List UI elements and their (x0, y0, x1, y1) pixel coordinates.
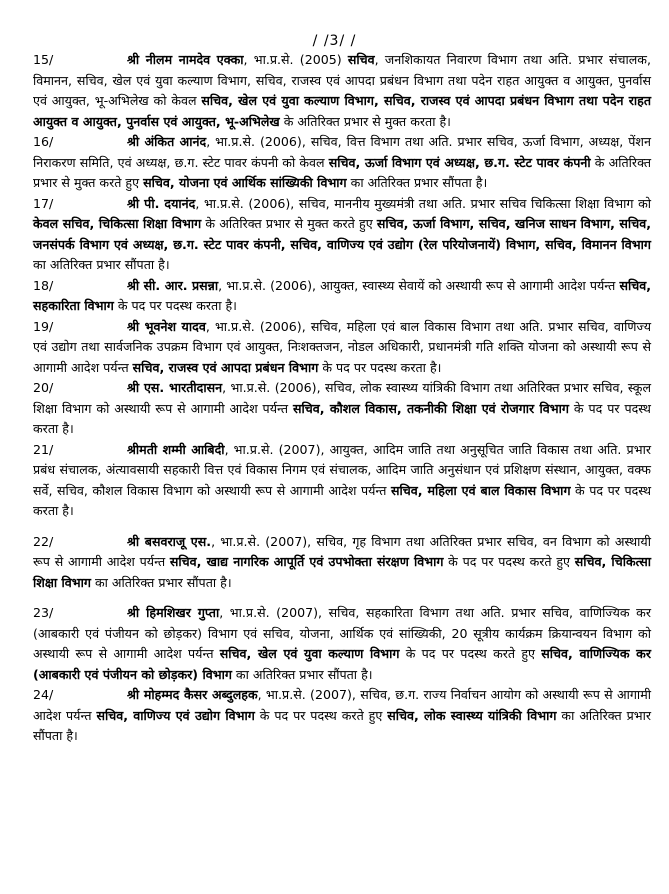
bold-text: सचिव, योजना एवं आर्थिक सांख्यिकी विभाग (143, 175, 347, 190)
entry-text: , जनशिकायत निवारण विभाग तथा अति. प्रभार संचालक, विमानन, सचिव, खेल एवं युवा कल्याण विभाग, सचिव, राजस्व एवं आपदा प्रबंधन विभाग तथा पदेन राहत आयुक्त व आयुक्त, पुनर्वास एवं आयुक्त, भू-अभिलेख को केवल (33, 52, 651, 108)
order-entry (33, 603, 651, 685)
order-entry (33, 276, 651, 317)
entry-text: के पद पर पदस्थ करते हुए (399, 646, 542, 661)
bold-text: सचिव, खेल एवं युवा कल्याण विभाग, सचिव, राजस्व एवं आपदा प्रबंधन विभाग तथा पदेन राहत आयुक्त व आयुक्त, पुनर्वास एवं आयुक्त, भू-अभिलेख (33, 93, 651, 129)
bold-text: सचिव, वाणिज्यिक कर (आबकारी एवं पंजीयन को छोड़कर) विभाग (33, 646, 651, 682)
entry-text: के पद पर पदस्थ करता है। (33, 482, 651, 518)
entry-number: 24/ (33, 687, 54, 702)
entry-text: के पद पर पदस्थ करते हुए (254, 707, 388, 723)
entry-number: 16/ (33, 134, 54, 149)
entry-text: का अतिरिक्त प्रभार सौंपता है। (90, 574, 232, 590)
entry-text: के पद पर पदस्थ करता है। (113, 298, 237, 313)
order-entry (33, 194, 651, 276)
bold-text: सचिव, सहकारिता विभाग (33, 277, 651, 313)
bold-text: सचिव, राजस्व एवं आपदा प्रबंधन विभाग (132, 359, 319, 375)
bold-text: श्री सी. आर. प्रसन्ना (127, 277, 219, 293)
page-number: / /3/ / (312, 33, 357, 49)
bold-text: श्रीमती शम्मी आबिदी (127, 441, 225, 457)
order-entries (33, 50, 651, 747)
entry-text: के पद पर पदस्थ करता है। (33, 400, 651, 436)
entry-number: 18/ (33, 277, 54, 293)
bold-text: सचिव, खेल एवं युवा कल्याण विभाग (219, 646, 400, 661)
order-entry (33, 50, 651, 132)
order-entry (33, 440, 651, 522)
bold-text: सचिव, ऊर्जा विभाग, सचिव, खनिज साधन विभाग, सचिव, जनसंपर्क विभाग एवं अध्यक्ष, छ.ग. स्टेट पावर कंपनी, सचिव, वाणिज्य एवं उद्योग (रेल परियोजनायें) विभाग, सचिव, विमानन विभाग (33, 216, 651, 252)
entry-text: के पद पर पदस्थ करता है। (318, 359, 442, 375)
entry-text: का अतिरिक्त प्रभार सौंपता है। (33, 707, 651, 743)
bold-text: श्री नीलम नामदेव एक्का (127, 52, 244, 67)
bold-text: सचिव, चिकित्सा शिक्षा विभाग (33, 554, 652, 590)
entry-text: का अतिरिक्त प्रभार सौंपता है। (346, 175, 488, 190)
entry-text: , भा.प्र.से. (2005) (243, 52, 348, 67)
entry-text: , भा.प्र.से. (2006), सचिव, माननीय मुख्यमंत्री तथा अति. प्रभार सचिव चिकित्सा शिक्षा विभाग को (195, 195, 652, 211)
bold-text: श्री पी. दयानंद (127, 195, 196, 211)
bold-text: सचिव, कौशल विकास, तकनीकी शिक्षा एवं रोजगार विभाग (292, 400, 569, 416)
order-entry (33, 317, 651, 379)
entry-text: के अतिरिक्त प्रभार से मुक्त करते हुए (201, 216, 377, 231)
bold-text: सचिव, वाणिज्य एवं उद्योग विभाग (96, 707, 255, 723)
entry-number: 20/ (33, 380, 54, 395)
bold-text: श्री मोहम्मद कैसर अब्दुलहक (127, 687, 258, 702)
bold-text: श्री अंकित आनंद (127, 134, 207, 149)
bold-text: श्री बसवराजू एस. (127, 533, 212, 549)
entry-number: 21/ (33, 441, 54, 457)
entry-text: , भा.प्र.से. (2007), सचिव, गृह विभाग तथा अतिरिक्त प्रभार सचिव, वन विभाग को अस्थायी रूप से आगामी आदेश पर्यन्त (33, 533, 651, 569)
entry-text: , भा.प्र.से. (2007), सचिव, सहकारिता विभाग तथा अति. प्रभार सचिव, वाणिज्यिक कर (आबकारी एवं पंजीयन को छोड़कर) विभाग एवं सचिव, योजना, आर्थिक एवं सांख्यिकी, 20 सूत्रीय कार्यक्रम क्रियान्वयन विभाग को अस्थायी रूप से आगामी आदेश पर्यन्त (33, 605, 651, 661)
order-entry (33, 132, 651, 194)
entry-text: , भा.प्र.से. (2007), सचिव, छ.ग. राज्य निर्वाचन आयोग को अस्थायी रूप से आगामी आदेश पर्यन्त (33, 687, 651, 723)
entry-number: 17/ (33, 195, 54, 211)
entry-text: के अतिरिक्त प्रभार से मुक्त करते हुए (33, 154, 652, 190)
entry-text: का अतिरिक्त प्रभार सौंपता है। (33, 257, 170, 272)
bold-text: सचिव, खाद्य नागरिक आपूर्ति एवं उपभोक्ता संरक्षण विभाग (169, 554, 444, 569)
bold-text: सचिव (347, 52, 375, 67)
entry-text: के अतिरिक्त प्रभार से मुक्त करता है। (279, 113, 451, 129)
bold-text: सचिव, लोक स्वास्थ्य यांत्रिकी विभाग (387, 707, 557, 723)
entry-number: 19/ (33, 318, 54, 334)
bold-text: सचिव, महिला एवं बाल विकास विभाग (391, 482, 571, 498)
entry-text: के पद पर पदस्थ करते हुए (443, 554, 575, 569)
bold-text: श्री हिमशिखर गुप्ता (127, 605, 220, 620)
entry-text: , भा.प्र.से. (2006), आयुक्त, स्वास्थ्य सेवायें को अस्थायी रूप से आगामी आदेश पर्यन्त (218, 277, 620, 293)
entry-number: 22/ (33, 533, 54, 549)
entry-number: 15/ (33, 52, 54, 67)
bold-text: केवल सचिव, चिकित्सा शिक्षा विभाग (33, 216, 202, 231)
bold-text: सचिव, ऊर्जा विभाग एवं अध्यक्ष, छ.ग. स्टेट पावर कंपनी (328, 154, 591, 170)
bold-text: श्री भूवनेश यादव (127, 318, 206, 334)
entry-number: 23/ (33, 605, 54, 620)
entry-text: , भा.प्र.से. (2006), सचिव, महिला एवं बाल विकास विभाग तथा अति. प्रभार सचिव, वाणिज्य एवं उद्योग तथा सार्वजनिक उपक्रम विभाग एवं आयुक्त, निःशक्तजन, नोडल अधिकारी, प्रधानमंत्री गति शक्ति योजना को अस्थायी रूप से आगामी आदेश पर्यन्त (33, 318, 651, 375)
entry-text: का अतिरिक्त प्रभार सौंपता है। (231, 666, 373, 682)
order-entry (33, 378, 651, 440)
order-entry (33, 685, 651, 747)
bold-text: श्री एस. भारतीदासन (127, 380, 223, 395)
entry-text: , भा.प्र.से. (2007), आयुक्त, आदिम जाति तथा अनुसूचित जाति विकास तथा अति. प्रभार प्रबंध संचालक, अंत्यावसायी सहकारी वित्त एवं विकास निगम एवं संचालक, आदिम जाति अनुसंधान एवं प्रशिक्षण संस्थान, आयुक्त, वक्फ सर्वे, सचिव, कौशल विकास विभाग को अस्थायी रूप से आगामी आदेश पर्यन्त (33, 441, 651, 498)
entry-text: , भा.प्र.से. (2006), सचिव, लोक स्वास्थ्य यांत्रिकी विभाग तथा अतिरिक्त प्रभार सचिव, स्कूल शिक्षा विभाग को अस्थायी रूप से आगामी आदेश पर्यन्त (33, 380, 651, 416)
entry-text: , भा.प्र.से. (2006), सचिव, वित्त विभाग तथा अति. प्रभार सचिव, ऊर्जा विभाग, अध्यक्ष, पेंशन निराकरण समिति, एवं अध्यक्ष, छ.ग. स्टेट पावर कंपनी को केवल (33, 134, 651, 170)
order-entry (33, 532, 651, 594)
